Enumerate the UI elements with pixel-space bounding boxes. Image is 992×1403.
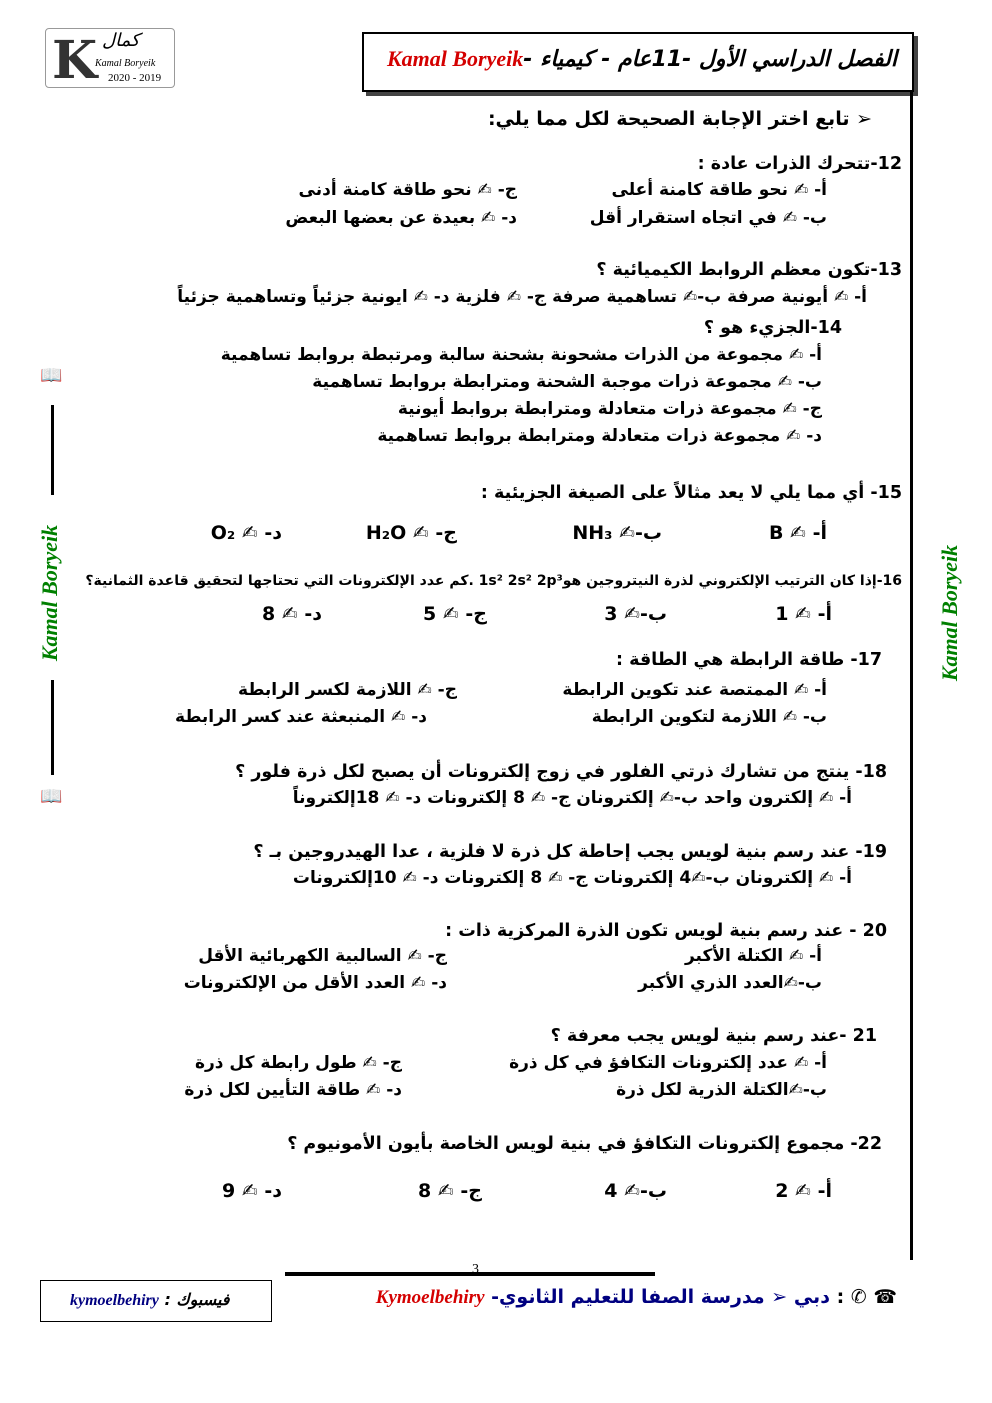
option: أ- ✍ 1 — [775, 603, 832, 625]
frame-right-line — [910, 92, 913, 1260]
facebook-label: فيسبوك : — [164, 1290, 230, 1309]
logo-signature: كمال — [102, 30, 140, 51]
question-12: 12-تتحرك الذرات عادة : — [697, 154, 902, 174]
option: ب-✍ NH₃ — [572, 522, 662, 544]
title-rest: - الفصل الدراسي الأول -11عام - كيمياء — [523, 47, 897, 72]
option: أ- ✍ 2 — [775, 1180, 832, 1202]
option: أ- ✍ B — [768, 522, 827, 544]
page-number: 3 — [472, 1262, 479, 1277]
option: ج- ✍ 8 — [418, 1180, 482, 1202]
option: ج- ✍ 5 — [423, 603, 487, 625]
footer-school — [376, 1286, 897, 1309]
option: د- ✍ طاقة التأيين لكل ذرة — [184, 1080, 402, 1100]
option: ج- ✍ H₂O — [365, 522, 457, 544]
question-18: 18- ينتج من تشارك ذرتي الفلور في زوج إلكترونات أن يصبح لكل ذرة فلور ؟ — [235, 762, 887, 782]
facebook-user[interactable]: kymoelbehiry — [70, 1292, 159, 1309]
side-line-top — [51, 405, 54, 495]
facebook-text — [70, 1290, 229, 1310]
section-heading: ➢ تابع اختر الإجابة الصحيحة لكل مما يلي: — [487, 108, 872, 130]
side-line-bottom — [51, 680, 54, 775]
option: د- ✍ بعيدة عن بعضها البعض — [285, 208, 517, 228]
question-14: 14-الجزيء هو ؟ — [703, 318, 842, 338]
option: أ- ✍ عدد إلكترونات التكافؤ في كل ذرة — [509, 1053, 827, 1073]
option: د- ✍ O₂ — [210, 522, 282, 544]
book-icon: 📖 — [40, 786, 63, 807]
option: أ- ✍ الممتصة عند تكوين الرابطة — [562, 680, 827, 700]
option: ب-✍ 4 — [604, 1180, 667, 1202]
option: أ- ✍ إلكترونان ب-✍4 إلكترونات ج- ✍ 8 إلكترونات د- ✍ 10إلكترونات — [292, 868, 852, 888]
option: ج- ✍ مجموعة ذرات متعادلة ومترابطة بروابط أيونية — [397, 399, 822, 419]
option: ب- ✍ اللازمة لتكوين الرابطة — [591, 707, 827, 727]
logo-year: 2020 - 2019 — [108, 72, 162, 84]
option: ب-✍ 3 — [604, 603, 667, 625]
option: د- ✍ 8 — [261, 603, 322, 625]
question-15: 15- أي مما يلي لا يعد مثالاً على الصيغة الجزيئية : — [480, 483, 902, 503]
side-brand-left: Kamal Boryeik — [37, 524, 62, 662]
book-icon: 📖 — [40, 365, 63, 386]
title-brand: Kamal Boryeik — [386, 46, 524, 71]
question-19: 19- عند رسم بنية لويس يجب إحاطة كل ذرة لا فلزية ، عدا الهيدروجين بـ ؟ — [253, 842, 887, 862]
option: أ- ✍ مجموعة من الذرات مشحونة بشحنة سالبة ومرتبطة بروابط تساهمية — [220, 345, 822, 365]
page-title — [387, 46, 897, 72]
question-17: 17- طاقة الرابطة هي الطاقة : — [616, 650, 882, 670]
school-name: دبي ➢ مدرسة الصفا للتعليم الثانوي- — [484, 1286, 830, 1308]
option: أ- ✍ نحو طاقة كامنة أعلى — [611, 180, 827, 200]
logo-name: Kamal Boryeik — [95, 58, 156, 69]
option: د- ✍ العدد الأقل من الإلكترونات — [183, 973, 447, 993]
logo-letter: K — [52, 30, 98, 91]
option: ب- ✍ مجموعة ذرات موجبة الشحنة ومترابطة بروابط تساهمية — [312, 372, 822, 392]
question-16: 16-إذا كان الترتيب الإلكتروني لذرة النيتروجين هو1s² 2s² 2p³ .كم عدد الإلكترونات التي تحتاجها لتحقيق قاعدة الثمانية؟ — [85, 573, 902, 589]
question-20: 20 - عند رسم بنية لويس تكون الذرة المركزية ذات : — [445, 921, 887, 941]
phone-icon: ☎ ✆ : — [836, 1286, 897, 1308]
option: ج- ✍ اللازمة لكسر الرابطة — [238, 680, 457, 700]
question-22: 22- مجموع إلكترونات التكافؤ في بنية لويس الخاصة بأيون الأمونيوم ؟ — [287, 1134, 882, 1154]
question-21: 21 -عند رسم بنية لويس يجب معرفة ؟ — [550, 1026, 877, 1046]
option: أ- ✍ أيونية صرفة ب-✍ تساهمية صرفة ج- ✍ فلزية د- ✍ ايونية جزئياً وتساهمية جزئياً — [177, 287, 867, 307]
school-brand: Kymoelbehiry — [375, 1287, 485, 1308]
question-13: 13-تكون معظم الروابط الكيميائية ؟ — [596, 260, 902, 280]
option: ج- ✍ طول رابطة كل ذرة — [194, 1053, 402, 1073]
option: د- ✍ المنبعثة عند كسر الرابطة — [175, 707, 427, 727]
option: ب- ✍ في اتجاه استقرار أقل — [589, 208, 827, 228]
option: أ- ✍ إلكترون واحد ب-✍ إلكترونان ج- ✍ 8 إلكترونات د- ✍ 18إلكتروناً — [292, 788, 852, 808]
option: ج- ✍ نحو طاقة كامنة أدنى — [298, 180, 517, 200]
option: ب-✍العدد الذري الأكبر — [638, 973, 822, 993]
footer-line — [285, 1272, 655, 1276]
option: د- ✍ مجموعة ذرات متعادلة ومترابطة بروابط تساهمية — [377, 426, 822, 446]
option: د- ✍ 9 — [221, 1180, 282, 1202]
side-brand-right: Kamal Boryeik — [937, 544, 962, 682]
option: ب-✍الكتلة الذرية لكل ذرة — [616, 1080, 827, 1100]
option: أ- ✍ الكتلة الأكبر — [684, 946, 822, 966]
option: ج- ✍ السالبية الكهربائية الأقل — [198, 946, 447, 966]
